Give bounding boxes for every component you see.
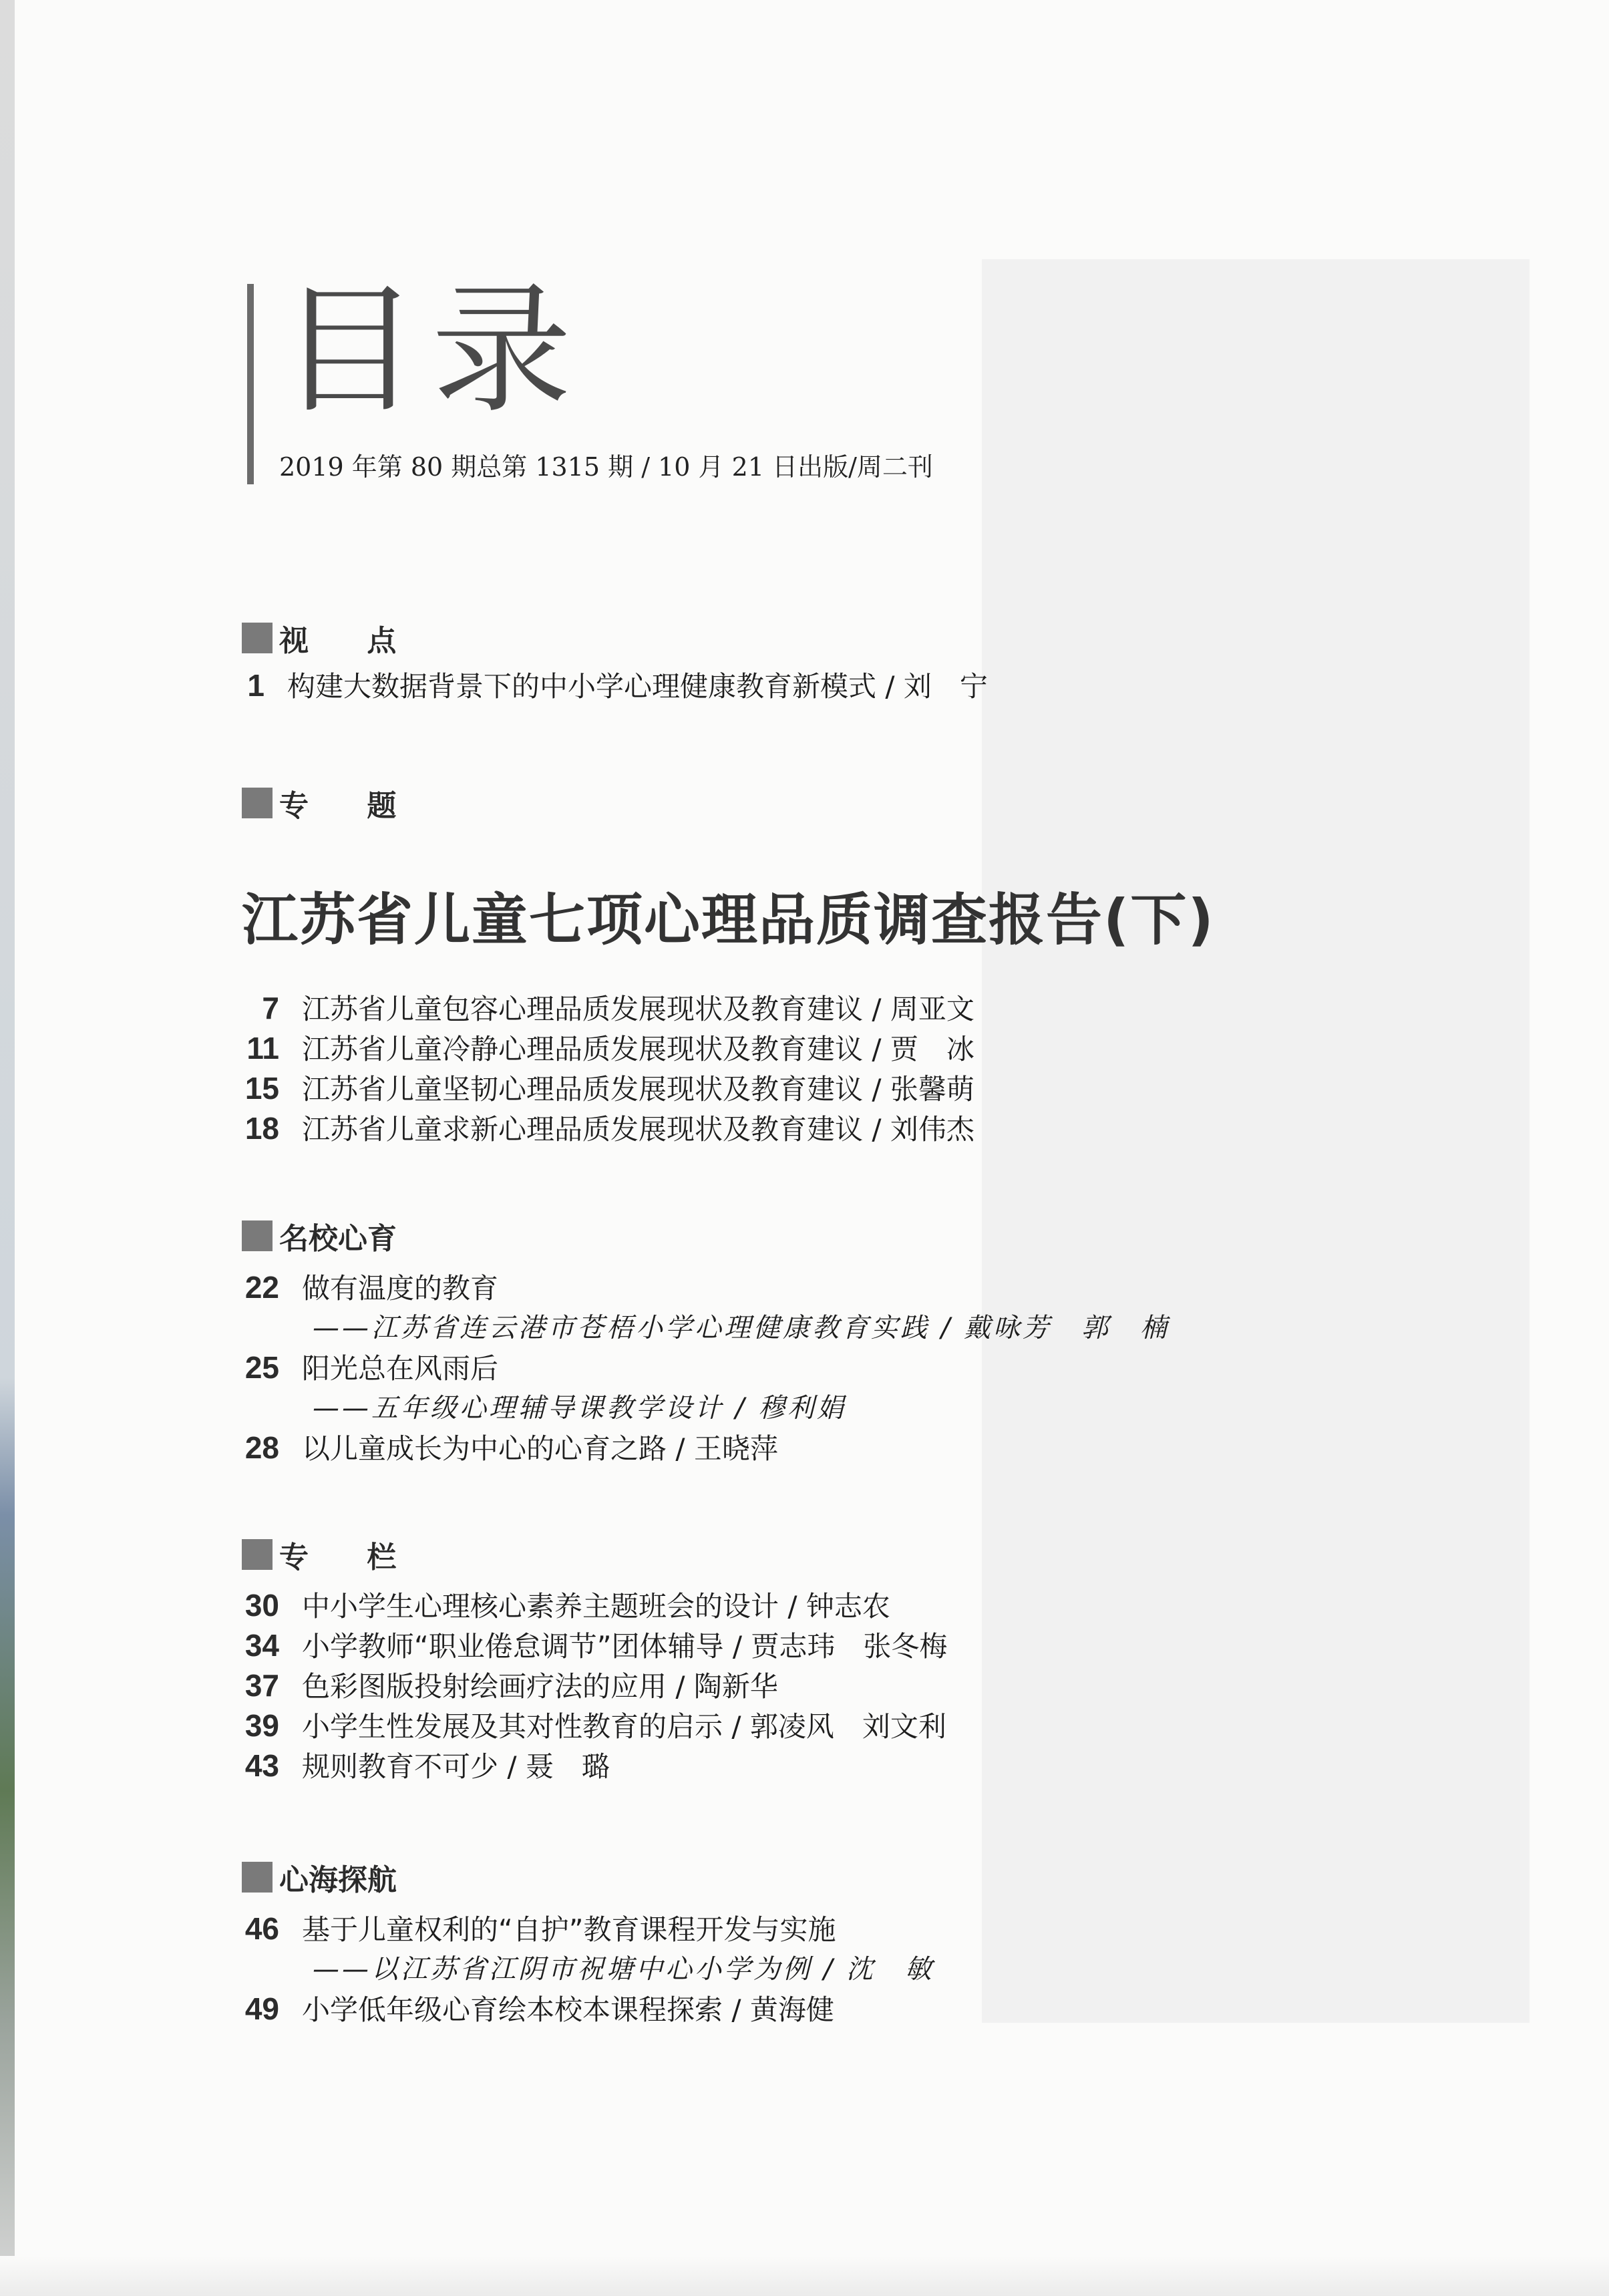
section-heading-famous-schools: 名校心育: [242, 1218, 397, 1254]
toc-entry[interactable]: [242, 1705, 946, 1745]
page-number: 34: [244, 1628, 279, 1663]
page-number: 39: [244, 1708, 279, 1743]
entry-title: 色彩图版投射绘画疗法的应用 / 陶新华: [302, 1670, 778, 1703]
entry-title: 小学低年级心育绘本校本课程探索 / 黄海健: [302, 1993, 834, 2026]
section-marker-icon: [242, 623, 273, 653]
page-number: 22: [244, 1270, 279, 1305]
scan-edge: [0, 0, 15, 2296]
entry-title: 江苏省儿童坚韧心理品质发展现状及教育建议 / 张馨萌: [302, 1073, 974, 1106]
toc-entry[interactable]: [242, 987, 974, 1027]
toc-entry[interactable]: [242, 1745, 610, 1785]
page-number: 25: [244, 1350, 279, 1385]
entry-title: 中小学生心理核心素养主题班会的设计 / 钟志农: [302, 1590, 890, 1623]
entry-title: 小学生性发展及其对性教育的启示 / 郭凌风 刘文利: [302, 1710, 946, 1743]
toc-entry[interactable]: [242, 1347, 498, 1387]
entry-title: 小学教师“职业倦怠调节”团体辅导 / 贾志玮 张冬梅: [302, 1630, 948, 1663]
page-number: 49: [244, 1991, 279, 2026]
page-number: 15: [244, 1071, 279, 1106]
page-number: 43: [244, 1748, 279, 1783]
section-heading-column: 专 栏: [242, 1536, 420, 1573]
entry-title: 江苏省儿童包容心理品质发展现状及教育建议 / 周亚文: [302, 993, 974, 1025]
section-marker-icon: [242, 1539, 273, 1570]
section-heading-exploration: 心海探航: [242, 1859, 397, 1895]
section-marker-icon: [242, 1220, 273, 1251]
section-marker-icon: [242, 788, 273, 818]
toc-entry[interactable]: [242, 665, 988, 705]
toc-entry[interactable]: [242, 1027, 974, 1068]
section-marker-icon: [242, 1862, 273, 1893]
entry-title: 阳光总在风雨后: [302, 1352, 499, 1385]
entry-title: 基于儿童权利的“自护”教育课程开发与实施: [302, 1913, 836, 1946]
entry-subtitle: ——五年级心理辅导课教学设计 / 穆利娟: [313, 1393, 846, 1424]
page-number: 18: [244, 1111, 279, 1146]
title-accent-bar: [247, 284, 254, 484]
page-number: 30: [244, 1588, 279, 1623]
page-number: 1: [247, 668, 264, 703]
page-number: 46: [244, 1911, 279, 1946]
toc-entry[interactable]: [242, 1625, 947, 1665]
toc-entry[interactable]: [242, 1427, 778, 1467]
page-number: 37: [244, 1668, 279, 1703]
entry-title: 做有温度的教育: [302, 1272, 499, 1305]
section-heading-special: 专 题: [242, 785, 420, 821]
background-panel: [982, 259, 1530, 2023]
toc-entry[interactable]: [242, 1585, 890, 1625]
toc-entry[interactable]: [242, 1988, 834, 2028]
page-number: 7: [262, 991, 279, 1025]
toc-entry[interactable]: [242, 1068, 974, 1108]
toc-entry[interactable]: [242, 1108, 974, 1148]
entry-title: 以儿童成长为中心的心育之路 / 王晓萍: [302, 1432, 778, 1465]
entry-title: 江苏省儿童冷静心理品质发展现状及教育建议 / 贾 冰: [302, 1033, 974, 1065]
entry-subtitle: ——江苏省连云港市苍梧小学心理健康教育实践 / 戴咏芳 郭 楠: [313, 1313, 1170, 1343]
toc-entry[interactable]: [242, 1267, 498, 1307]
entry-subtitle: ——以江苏省江阴市祝塘中心小学为例 / 沈 敏: [313, 1954, 934, 1985]
entry-title: 构建大数据背景下的中小学心理健康教育新模式 / 刘 宁: [287, 670, 988, 703]
entry-title: 江苏省儿童求新心理品质发展现状及教育建议 / 刘伟杰: [302, 1113, 974, 1146]
toc-entry[interactable]: [242, 1665, 778, 1705]
page-number: 11: [246, 1031, 279, 1065]
scan-bottom-edge: [0, 2256, 1609, 2296]
entry-title: 规则教育不可少 / 聂 璐: [302, 1750, 610, 1783]
page-number: 28: [244, 1430, 279, 1465]
feature-title: 江苏省儿童七项心理品质调查报告(下): [242, 887, 1215, 953]
toc-entry[interactable]: [242, 1908, 836, 1948]
page-title: 目录: [279, 269, 584, 432]
section-heading-viewpoint: 视 点: [242, 620, 420, 656]
issue-info: 2019 年第 80 期总第 1315 期 / 10 月 21 日出版/周二刊: [279, 452, 933, 482]
